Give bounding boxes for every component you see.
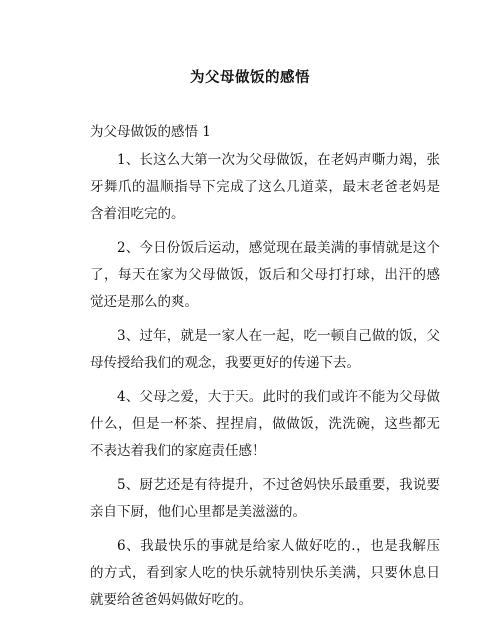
- paragraph-1: 1、长这么大第一次为父母做饭，在老妈声嘶力竭，张牙舞爪的温顺指导下完成了这么几道菜，最末老爸老妈是含着泪吃完的。: [90, 152, 440, 222]
- paragraph-3: 3、过年，就是一家人在一起，吃一顿自己做的饭，父母传授给我们的观念，我要更好的传递下去。: [90, 328, 440, 371]
- paragraph-6: 6、我最快乐的事就是给家人做好吃的.，也是我解压的方式，看到家人吃的快乐就特别快乐美满，只要休息日就要给爸爸妈妈做好吃的。: [90, 538, 440, 608]
- document-body: [90, 147, 440, 621]
- document-title: 为父母做饭的感悟: [190, 69, 310, 86]
- paragraph-4: 4、父母之爱，大于天。此时的我们或许不能为父母做什么，但是一杯茶、捏捏肩，做做饭，洗洗碗，这些都无不表达着我们的家庭责任感！: [90, 389, 440, 459]
- paragraph-2: 2、今日份饭后运动，感觉现在最美满的事情就是这个了，每天在家为父母做饭，饭后和父母打打球，出汗的感觉还是那么的爽。: [90, 240, 440, 310]
- paragraph-5: 5、厨艺还是有待提升，不过爸妈快乐最重要，我说要亲自下厨，他们心里都是美滋滋的。: [90, 477, 440, 520]
- section-heading: 为父母做饭的感悟 1: [90, 124, 211, 140]
